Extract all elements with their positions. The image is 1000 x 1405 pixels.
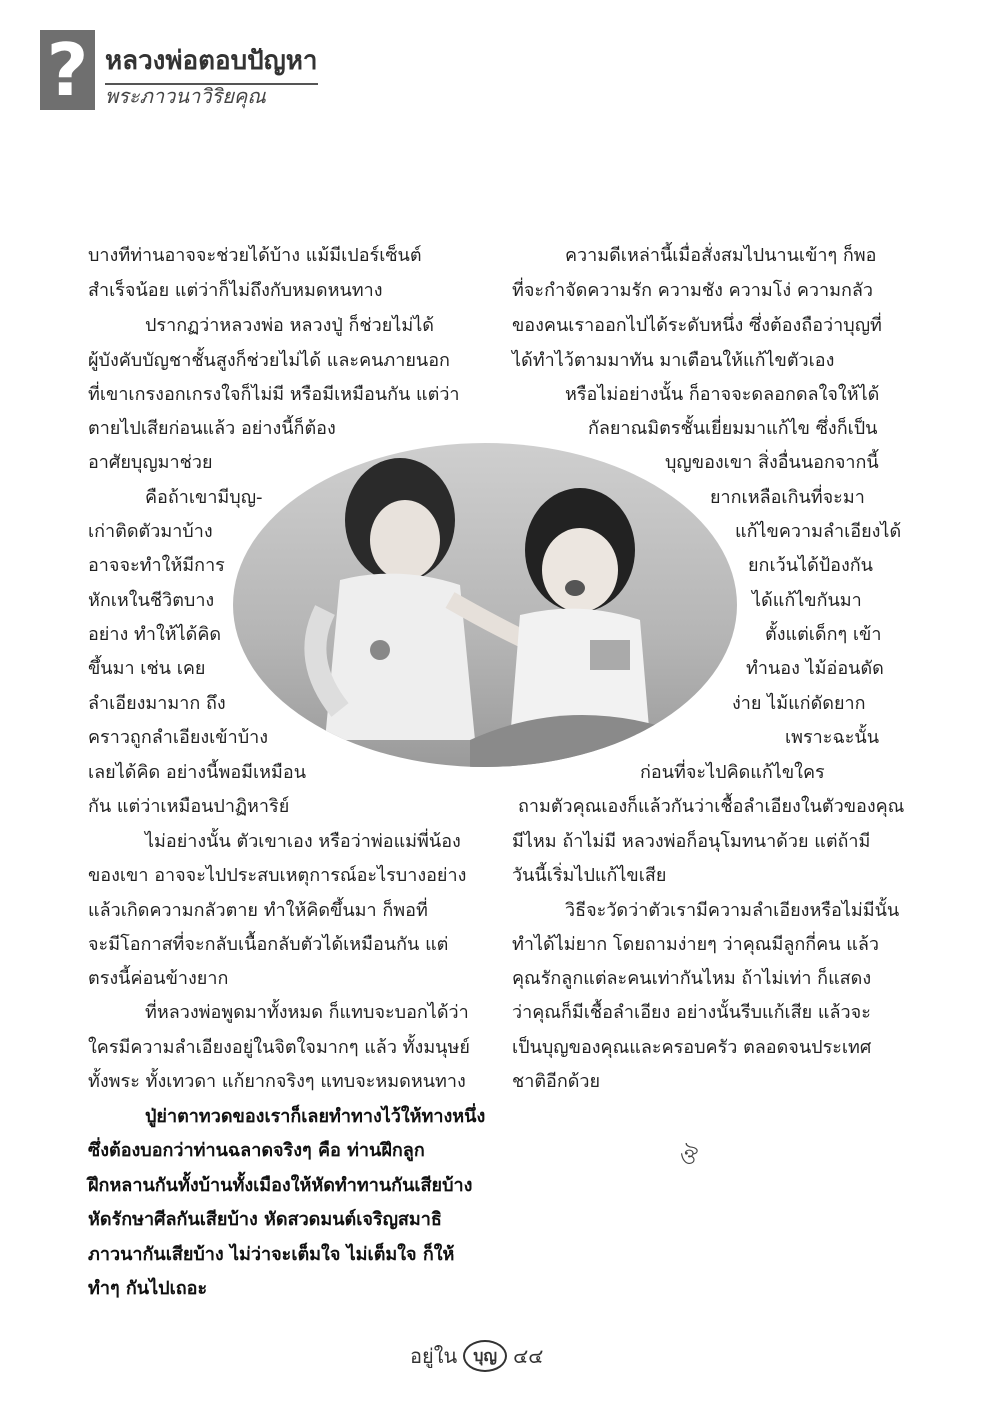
children-photo [230, 440, 740, 770]
right-text-line: ง่าย ไม้แก่ดัดยาก [732, 693, 866, 714]
left-text-line: กัน แต่ว่าเหมือนปาฏิหาริย์ [88, 796, 290, 817]
left-text-line: คราวถูกลำเอียงเข้าบ้าง [88, 727, 269, 748]
left-text-line: จะมีโอกาสที่จะกลับเนื้อกลับตัวได้เหมือนกัน แต่ [88, 934, 449, 955]
left-text-line: ตรงนี้ค่อนข้างยาก [88, 968, 229, 989]
footer-label: อยู่ใน [410, 1344, 458, 1368]
right-text-line: ว่าคุณก็มีเชื้อลำเอียง อย่างนั้นรีบแก้เสีย แล้วจะ [512, 1002, 871, 1023]
left-text-line: ของเขา อาจจะไปประสบเหตุการณ์อะไรบางอย่าง [88, 865, 467, 886]
right-text-line: คุณรักลูกแต่ละคนเท่ากันไหม ถ้าไม่เท่า ก็แสดง [512, 968, 872, 989]
right-text-line: ที่จะกำจัดความรัก ความชัง ความโง่ ความกลัว [512, 280, 874, 301]
right-text-line: ของคนเราออกไปได้ระดับหนึ่ง ซึ่งต้องถือว่าบุญที่ [512, 315, 882, 336]
page-number: ๔๔ [513, 1344, 544, 1368]
left-text-line: ซึ่งต้องบอกว่าท่านฉลาดจริงๆ คือ ท่านฝึกลูก [88, 1140, 425, 1161]
right-text-line: มีไหม ถ้าไม่มี หลวงพ่อก็อนุโมทนาด้วย แต่ถ้ามี [512, 831, 871, 852]
right-text-line: ถามตัวคุณเองก็แล้วกันว่าเชื้อลำเอียงในตัวของคุณ [518, 796, 905, 817]
left-text-line: ที่เขาเกรงอกเกรงใจก็ไม่มี หรือมีเหมือนกัน แต่ว่า [88, 384, 460, 405]
right-text-line: บุญของเขา สิ่งอื่นนอกจากนี้ [665, 452, 879, 473]
page-footer [410, 1340, 543, 1372]
question-mark-icon: ? [40, 30, 95, 110]
left-text-line: ฝึกหลานกันทั้งบ้านทั้งเมืองให้หัดทำทานกันเสียบ้าง [88, 1175, 473, 1196]
right-text-line: ทำนอง ไม้อ่อนดัด [746, 658, 884, 679]
left-text-line: แล้วเกิดความกลัวตาย ทำให้คิดขึ้นมา ก็พอที่ [88, 900, 428, 921]
left-text-line: อาจจะทำให้มีการ [88, 555, 225, 576]
right-text-line: หรือไม่อย่างนั้น ก็อาจจะดลอกดลใจให้ได้ [565, 384, 880, 405]
author-name: พระภาวนาวิริยคุณ [105, 84, 266, 108]
right-text-line: ตั้งแต่เด็กๆ เข้า [765, 624, 882, 645]
left-text-line: หักเหในชีวิตบาง [88, 590, 215, 611]
left-text-line: ผู้บังคับบัญชาชั้นสูงก็ช่วยไม่ได้ และคนภายนอก [88, 350, 450, 371]
right-text-line: ได้ทำไว้ตามมาทัน มาเตือนให้แก้ไขตัวเอง [512, 350, 835, 371]
right-text-line: กัลยาณมิตรชั้นเยี่ยมมาแก้ไข ซึ่งก็เป็น [588, 418, 878, 439]
right-text-line: ชาติอีกด้วย [512, 1071, 601, 1092]
left-text-line: ปู่ย่าตาทวดของเราก็เลยทำทางไว้ให้ทางหนึ่ง [145, 1106, 486, 1127]
right-text-line: เป็นบุญของคุณและครอบครัว ตลอดจนประเทศ [512, 1037, 872, 1058]
left-text-line: ทำๆ กันไปเถอะ [88, 1278, 208, 1299]
left-text-line: ทั้งพระ ทั้งเทวดา แก้ยากจริงๆ แทบจะหมดหนทาง [88, 1071, 466, 1092]
left-text-line: ใครมีความลำเอียงอยู่ในจิตใจมากๆ แล้ว ทั้งมนุษย์ [88, 1037, 470, 1058]
right-text-line: วิธีจะวัดว่าตัวเรามีความลำเอียงหรือไม่มีนั้น [565, 900, 900, 921]
left-text-line: ขึ้นมา เช่น เคย [88, 658, 206, 679]
left-text-line: ปรากฏว่าหลวงพ่อ หลวงปู่ ก็ช่วยไม่ได้ [145, 315, 434, 336]
left-text-line: ไม่อย่างนั้น ตัวเขาเอง หรือว่าพ่อแม่พี่น้อง [145, 831, 461, 852]
right-text-line: แก้ไขความลำเอียงได้ [735, 521, 902, 542]
right-text-line: เพราะฉะนั้น [785, 727, 879, 748]
left-text-line: สำเร็จน้อย แต่ว่าก็ไม่ถึงกับหมดหนทาง [88, 280, 383, 301]
right-text-line: ความดีเหล่านี้เมื่อสั่งสมไปนานเข้าๆ ก็พอ [565, 245, 877, 266]
lotus-ornament-icon: ঔ [680, 1145, 699, 1170]
left-text-line: หัดรักษาศีลกันเสียบ้าง หัดสวดมนต์เจริญสมาธิ [88, 1209, 442, 1230]
left-text-line: ภาวนากันเสียบ้าง ไม่ว่าจะเต็มใจ ไม่เต็มใจ ก็ให้ [88, 1244, 455, 1265]
left-text-line: เก่าติดตัวมาบ้าง [88, 521, 213, 542]
right-text-line: วันนี้เริ่มไปแก้ไขเสีย [512, 865, 667, 886]
left-text-line: ที่หลวงพ่อพูดมาทั้งหมด ก็แทบจะบอกได้ว่า [145, 1002, 469, 1023]
column-title: หลวงพ่อตอบปัญหา [105, 40, 318, 85]
left-text-line: อาศัยบุญมาช่วย [88, 452, 213, 473]
right-text-line: ก่อนที่จะไปคิดแก้ไขใคร [640, 762, 825, 783]
left-text-line: ลำเอียงมามาก ถึง [88, 693, 226, 714]
footer-logo: บุญ [463, 1340, 507, 1372]
left-text-line: อย่าง ทำให้ได้คิด [88, 624, 222, 645]
right-text-line: ได้แก้ไขกันมา [752, 590, 862, 611]
right-text-line: ยากเหลือเกินที่จะมา [710, 487, 865, 508]
left-text-line: ตายไปเสียก่อนแล้ว อย่างนี้ก็ต้อง [88, 418, 336, 439]
right-text-line: ยกเว้นได้ป้องกัน [748, 555, 873, 576]
right-text-line: ทำได้ไม่ยาก โดยถามง่ายๆ ว่าคุณมีลูกกี่คน แล้ว [512, 934, 879, 955]
left-text-line: เลยได้คิด อย่างนี้พอมีเหมือน [88, 762, 307, 783]
left-text-line: คือถ้าเขามีบุญ- [145, 487, 263, 508]
left-text-line: บางทีท่านอาจจะช่วยได้บ้าง แม้มีเปอร์เซ็นต์ [88, 245, 422, 266]
